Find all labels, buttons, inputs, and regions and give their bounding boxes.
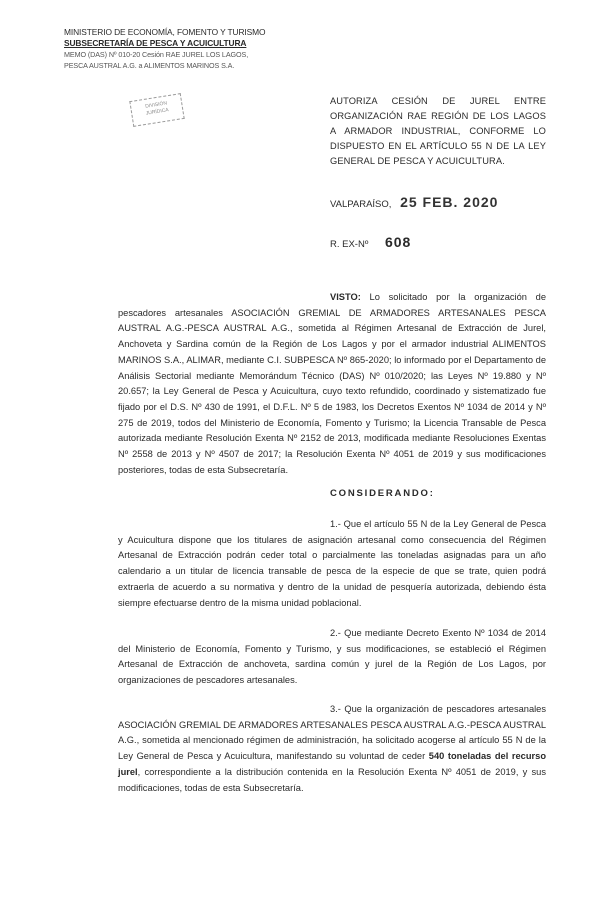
letterhead-subsecretaria: SUBSECRETARÍA DE PESCA Y ACUICULTURA xyxy=(64,38,247,48)
considerando-heading: CONSIDERANDO: xyxy=(330,488,435,499)
visto-paragraph xyxy=(118,290,546,478)
place: VALPARAÍSO, xyxy=(330,199,392,210)
letterhead-memo: MEMO (DAS) Nº 010-20 Cesión RAE JUREL LOS LAGOS, xyxy=(64,50,249,59)
resolution-number: 608 xyxy=(384,234,412,250)
considerando-1-text: 1.- Que el artículo 55 N de la Ley General de Pesca y Acuicultura dispone que los titulares de asignación artesanal como consecuencia del Régimen Artesanal de Extracción podrán ceder total o parcialmente las toneladas asignadas para un año calendario a un titular de licencia transable de pesca de la especie de que se trate, quien podrá extraerla de acuerdo a su normativa y dentro de la unidad de pesquería autorizada, debiendo ésta siempre efectuarse dentro de la misma unidad poblacional. xyxy=(118,519,546,608)
considerando-3-bold: 540 toneladas del recurso jurel xyxy=(118,751,547,777)
letterhead xyxy=(64,27,284,71)
considerando-2 xyxy=(118,626,546,689)
date-line xyxy=(330,194,498,210)
resolution-line xyxy=(330,234,411,250)
date-stamp: 25 FEB. 2020 xyxy=(400,194,499,210)
considerando-3-text-a: 3.- Que la organización de pescadores artesanales ASOCIACIÓN GREMIAL DE ARMADORES ARTESANALES PESCA AUSTRAL A.G.-PESCA AUSTRAL A.G., sometida al mencionado régimen de administración, ha solicitado acogerse al artículo 55 N de la Ley General de Pesca y Acuicultura, manifestando su voluntad de ceder xyxy=(118,704,546,762)
document-title: AUTORIZA CESIÓN DE JUREL ENTRE ORGANIZACIÓN RAE REGIÓN DE LOS LAGOS A ARMADOR INDUSTRIAL, CONFORME LO DISPUESTO EN EL ARTÍCULO 55 N DE LA LEY GENERAL DE PESCA Y ACUICULTURA. xyxy=(330,96,546,166)
letterhead-ministry: MINISTERIO DE ECONOMÍA, FOMENTO Y TURISMO xyxy=(64,27,266,37)
approval-stamp xyxy=(129,93,184,127)
letterhead-parties: PESCA AUSTRAL A.G. a ALIMENTOS MARINOS S.A. xyxy=(64,61,235,70)
considerando-1 xyxy=(118,517,546,611)
visto-text: Lo solicitado por la organización de pescadores artesanales ASOCIACIÓN GREMIAL DE ARMADORES ARTESANALES PESCA AUSTRAL A.G.-PESCA AUSTRAL A.G., sometida al Régimen Artesanal de Extracción de Jurel, Anchoveta y Sardina común de la Región de Los Lagos y por el armador industrial ALIMENTOS MARINOS S.A., ALIMAR, mediante C.I. SUBPESCA Nº 865-2020; lo informado por el Departamento de Análisis Sectorial mediante Memorándum Técnico (DAS) Nº 010/2020; las Leyes Nº 19.880 y Nº 20.657; la Ley General de Pesca y Acuicultura, cuyo texto refundido, coordinado y sistematizado fue fijado por el D.S. Nº 430 de 1991, el D.F.L. Nº 5 de 1983, los Decretos Exentos Nº 1034 de 2014 y Nº 275 de 2019, todos del Ministerio de Economía, Fomento y Turismo; la Licencia Transable de Pesca autorizada mediante Resolución Exenta Nº 2152 de 2013, modificada mediante Resoluciones Exentas Nº 2558 de 2013 y Nº 4507 de 2017; la Resolución Exenta Nº 4051 de 2019 y sus modificaciones posteriores, todas de esta Subsecretaría. xyxy=(118,292,546,475)
considerando-3 xyxy=(118,702,546,796)
considerando-3-text-b: , correspondiente a la distribución contenida en la Resolución Exenta Nº 4051 de 2019, y sus modificaciones, todas de esta Subsecretaría. xyxy=(118,766,546,793)
considerando-2-text: 2.- Que mediante Decreto Exento Nº 1034 de 2014 del Ministerio de Economía, Fomento y Turismo, y sus modificaciones, se estableció el Régimen Artesanal de Extracción de anchoveta, sardina común y jurel de la Región de Los Lagos, por organizaciones de pescadores artesanales. xyxy=(118,628,546,686)
stamp-line-2: JURÍDICA xyxy=(145,107,170,117)
stamp-line-1: DIVISIÓN xyxy=(144,100,168,110)
visto-label: VISTO: xyxy=(330,292,361,302)
resolution-label: R. EX-Nº xyxy=(330,239,369,250)
